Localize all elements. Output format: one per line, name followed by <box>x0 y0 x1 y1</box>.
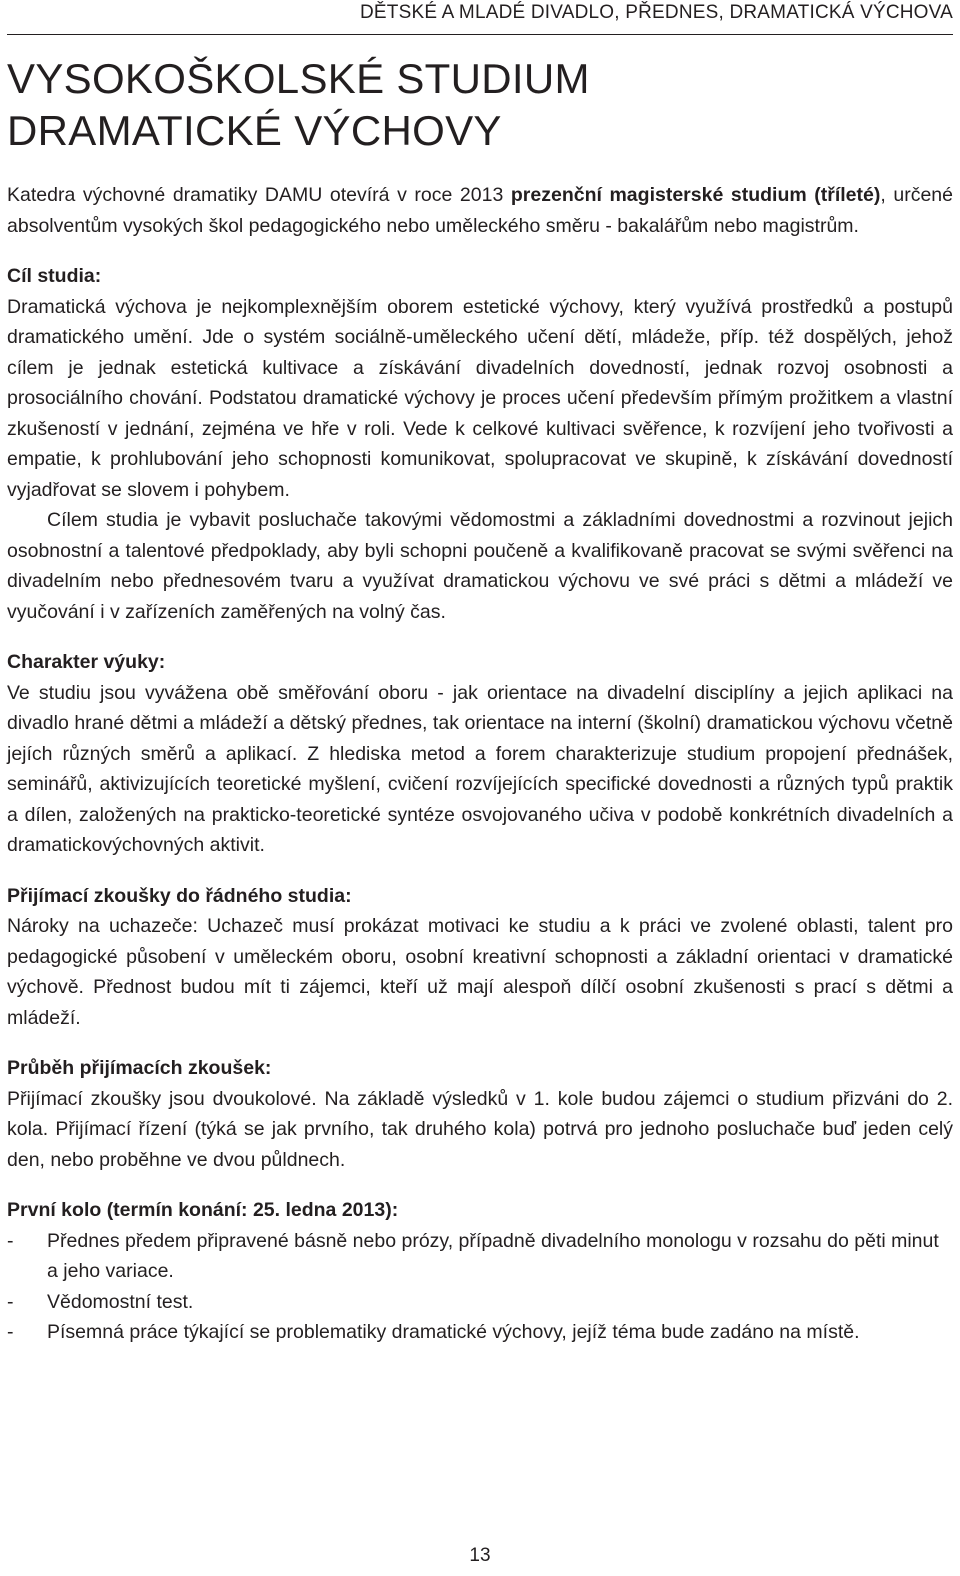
goal-heading: Cíl studia: <box>7 265 102 287</box>
process-heading: Průběh přijímacích zkoušek: <box>7 1057 272 1079</box>
character-heading: Charakter výuky: <box>7 651 166 673</box>
section-goal <box>7 261 953 627</box>
list-item-text: Vědomostní test. <box>47 1290 194 1313</box>
admission-heading: Přijímací zkoušky do řádného studia: <box>7 884 352 907</box>
intro-text-start: Katedra výchovné dramatiky DAMU otevírá v roce 2013 <box>7 184 511 206</box>
header-rule <box>7 34 953 35</box>
intro-emphasis: prezenční magisterské studium (tříleté) <box>510 184 881 206</box>
page-title <box>7 53 590 157</box>
section-first-round <box>7 1195 953 1348</box>
admission-paragraph: Nároky na uchazeče: Uchazeč musí prokázat motivaci ke studiu a k práci ve zvolené oblasti, talent pro pedagogické působení v uměleckém oboru, osobní kreativní schopnosti a základní orientaci v dramatické výchově. Přednost budou mít ti zájemci, kteří už mají alespoň dílčí osobní zkušenosti s prací s dětmi a mládeží. <box>7 915 953 1029</box>
process-paragraph: Přijímací zkoušky jsou dvoukolové. Na základě výsledků v 1. kole budou zájemci o studium přizváni do 2. kola. Přijímací řízení (týká se jak prvního, tak druhého kola) potrvá pro jednoho posluchače buď jeden celý den, nebo proběhne ve dvou půldnech. <box>7 1087 953 1171</box>
section-character <box>7 647 953 861</box>
character-paragraph: Ve studiu jsou vyvážena obě směřování oboru - jak orientace na divadelní disciplíny a jejich aplikaci na divadlo hrané dětmi a mládeží a dětský přednes, tak orientace na interní (školní) dramatickou výchovu včetně jejích různých směrů a aplikací. Z hlediska metod a forem charakterizuje studium propojení přednášek, seminářů, aktivizujících teoretické myšlení, cvičení rozvíjejících specifické dovednosti a různých typů praktik a dílen, založených na prakticko-teoretické syntéze osvojovaného učiva v podobě konkrétních divadelních a dramatickovýchovných aktivit. <box>7 681 953 856</box>
section-admission <box>7 881 953 1034</box>
list-item-text: Písemná práce týkající se problematiky dramatické výchovy, jejíž téma bude zadáno na místě. <box>47 1321 860 1343</box>
dash-bullet: - <box>7 1229 14 1252</box>
title-line-2: DRAMATICKÉ VÝCHOVY <box>7 107 502 154</box>
section-process <box>7 1053 953 1175</box>
list-item-text: Přednes předem připravené básně nebo prózy, případně divadelního monologu v rozsahu do pěti minut a jeho variace. <box>47 1229 939 1282</box>
list-item <box>7 1226 953 1287</box>
dash-bullet: - <box>7 1290 14 1313</box>
list-item <box>7 1317 953 1348</box>
document-page <box>7 0 953 1576</box>
running-head: DĚTSKÉ A MLADÉ DIVADLO, PŘEDNES, DRAMATICKÁ VÝCHOVA <box>359 2 953 23</box>
title-line-1: VYSOKOŠKOLSKÉ STUDIUM <box>7 55 590 102</box>
dash-bullet: - <box>7 1321 14 1343</box>
goal-paragraph-2: Cílem studia je vybavit posluchače takovými vědomostmi a základními dovednostmi a rozvinout jejich osobnostní a talentové předpoklady, aby byli schopni poučeně a kvalifikovaně pracovat se svými svěřenci na divadelním nebo přednesovém tvaru a využívat dramatickou výchovu ve své práci s dětmi a mládeží ve vyučování i v zařízeních zaměřených na volný čas. <box>7 509 953 623</box>
goal-paragraph-1: Dramatická výchova je nejkomplexnějším oborem estetické výchovy, který využívá prostředků a postupů dramatického umění. Jde o systém sociálně-uměleckého učení dětí, mládeže, příp. též dospělých, jehož cílem je jednak estetická kultivace a získávání divadelních dovedností, jednak rozvoj osobnosti a prosociálního chování. Podstatou dramatické výchovy je proces učení především přímým prožitkem a vlastní zkušeností v jednání, zejména ve hře v roli. Vede k celkové kultivaci svěřence, k rozvíjení jeho tvořivosti a empatie, k prohlubování jeho schopnosti komunikovat, spolupracovat ve skupině, k získávání dovedností vyjadřovat se slovem i pohybem. <box>7 295 953 501</box>
intro-text-end: , určené absolventům vysokých škol pedagogického nebo uměleckého směru - bakalářům nebo magistrům. <box>7 184 953 237</box>
body-text <box>7 180 953 1348</box>
first-round-heading: První kolo (termín konání: 25. ledna 2013): <box>7 1199 399 1221</box>
intro-paragraph <box>7 180 953 241</box>
first-round-list <box>7 1226 953 1348</box>
list-item <box>7 1287 953 1318</box>
page-number: 13 <box>469 1545 491 1566</box>
